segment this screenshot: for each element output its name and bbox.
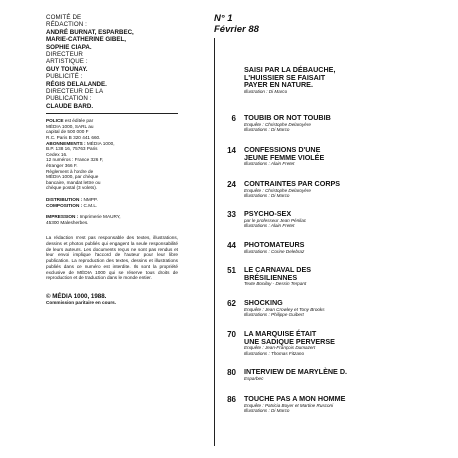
toc-credit: Enquête : Christophe Delaroyère <box>244 121 311 127</box>
toc-title-line: PSYCHO-SEX <box>244 209 292 218</box>
composition-value: C.M.L. <box>82 202 98 208</box>
comite-names-3: SOPHIE CIAPA. <box>46 43 92 51</box>
comite-label: COMITÉ DE <box>46 14 82 21</box>
publisher-line-5: MÉDIA 1000, <box>85 140 115 146</box>
toc-page-number: 51 <box>227 266 236 275</box>
toc-title-line: LA MARQUISE ÉTAIT <box>244 329 317 338</box>
police-label: POLICE <box>46 118 64 124</box>
publicite-name: RÉGIS DELALANDE. <box>46 80 107 88</box>
directeur-artistique-label: DIRECTEUR <box>46 51 83 59</box>
toc-credit: Enquête : Jean Crowley et Tony Brooks <box>244 306 325 312</box>
toc-credit: par le professeur Jean Pénilac <box>244 217 307 223</box>
impression-value: Imprimerie MAURY, <box>78 214 121 220</box>
toc-page-number: 14 <box>227 146 236 155</box>
toc-page-number: 44 <box>227 241 236 250</box>
directeur-artistique-name: GUY TOUNAY. <box>46 65 88 73</box>
toc-credit: Enquête : Patricia Boyer et Martine Rusconi <box>244 402 334 408</box>
toc-title-line: CONTRAINTES PAR CORPS <box>244 179 341 188</box>
publisher-line-11: MÉDIA 1000, par chèque <box>46 174 99 180</box>
toc-title-line: LE CARNAVAL DES <box>244 265 312 274</box>
toc-credit: Illustrations : Alain Fretet <box>244 161 295 167</box>
publisher-line-4: R.C. Paris B 320 441 660. <box>46 135 101 141</box>
masthead-column <box>46 14 196 305</box>
publisher-line-2: MÉDIA 1000, SARL au <box>46 123 94 129</box>
directeur-publication-label-2: PUBLICATION : <box>46 95 92 103</box>
toc-title-line: JEUNE FEMME VIOLÉE <box>244 152 325 162</box>
toc-credit: Illustration : Di Marco <box>244 88 288 94</box>
toc-credit: Illustrations : Thomas Fitzano <box>244 350 304 356</box>
comite-names-1: ANDRÉ BURNAT, ESPARBEC, <box>46 28 134 36</box>
toc-title-line: INTERVIEW DE MARYLÈNE D. <box>244 367 348 376</box>
toc-credit: Illustrations : Corine Delebraz <box>244 248 305 254</box>
toc-page-number: 70 <box>227 330 236 339</box>
abonnements-label: ABONNEMENTS : <box>46 140 86 146</box>
directeur-publication-label: DIRECTEUR DE LA <box>46 88 104 96</box>
impression-line-2: 45300 Malesherbes. <box>46 219 89 225</box>
toc-credit: Illustrations : Philippe Guibert <box>244 312 304 318</box>
toc-page-number: 24 <box>227 180 236 189</box>
impression-info <box>46 214 196 225</box>
toc-title-line: CONFESSIONS D'UNE <box>244 145 321 154</box>
toc-page-number: 6 <box>231 114 236 123</box>
toc-credit: Enquête : Jean-François Dumazert <box>244 345 316 351</box>
divider <box>46 113 178 114</box>
distribution-label: DISTRIBUTION : <box>46 197 83 202</box>
toc-page-number: 62 <box>227 299 236 308</box>
toc-title-line: PHOTOMATEURS <box>244 240 305 249</box>
directeur-artistique-label-2: ARTISTIQUE : <box>46 58 88 66</box>
issue-header <box>214 14 444 35</box>
toc-credit: Illustrations : Alain Fretet <box>244 223 295 229</box>
toc-title-line: SAISI PAR LA DÉBAUCHE, <box>244 65 336 74</box>
toc-title-line: SHOCKING <box>244 298 283 307</box>
publisher-line-1: est éditée par <box>63 118 94 124</box>
toc-credit: Esparbec <box>244 375 264 381</box>
toc-page-number: 86 <box>227 395 236 404</box>
distribution-info <box>46 197 196 208</box>
toc-credit: Illustrations : Di Marco <box>244 193 290 199</box>
publisher-line-13: chèque postal (3 volets). <box>46 185 98 191</box>
toc-title-line: L'HUISSIER SE FAISAIT <box>244 72 326 82</box>
commission-paritaire: Commission paritaire en cours. <box>46 300 117 305</box>
toc-title-line: TOUCHE PAS A MON HOMME <box>244 394 346 403</box>
publisher-line-10: Règlement à l'ordre de <box>46 168 94 174</box>
toc-title-line: UNE SADIQUE PERVERSE <box>244 336 335 346</box>
comite-names-2: MARIE-CATHERINE GIBEL, <box>46 36 126 44</box>
toc-title-line: BRÉSILIENNES <box>244 272 298 282</box>
publisher-line-12: bancaire, mandat lettre ou <box>46 179 101 185</box>
publisher-line-6: B.P. 138 16, 75763 Paris <box>46 146 98 152</box>
publicite-label: PUBLICITÉ : <box>46 73 83 81</box>
composition-label: COMPOSITION : <box>46 202 83 208</box>
issue-date: Février 88 <box>214 23 259 35</box>
toc-credit: Illustrations : Di Marco <box>244 408 290 414</box>
directeur-publication-name: CLAUDE BARD. <box>46 102 94 110</box>
distribution-value: NMPP. <box>82 197 98 202</box>
toc-page-number: 80 <box>227 368 236 377</box>
publisher-line-3: capital de 500 000 F <box>46 129 89 135</box>
publisher-line-8: 12 numéros : France 326 F, <box>46 157 104 163</box>
toc-title-line: PAYER EN NATURE. <box>244 80 313 90</box>
toc-credit: Enquête : Christophe Delaroyère <box>244 187 311 193</box>
toc-credit: Texte Bonilay - Dessin Terpant <box>244 281 307 287</box>
impression-label: IMPRESSION : <box>46 214 79 220</box>
disclaimer-text: La rédaction n'est pas responsable des textes, illustrations, dessins et photos publiés qui engagent la seule responsabilité de leurs auteurs. Les documents reçus ne sont pas rendus et leur envoi implique l'accord de l'auteur pour leur libre publication. La reproduction des textes, dessins et illustrations publiés dans ce numéro est interdite. Ils sont la propriété exclusive de MÉDIA 1000 qui se réserve tous droits de reproduction et de traduction dans le monde entier. <box>46 235 178 281</box>
publisher-info <box>46 118 196 191</box>
staff-list <box>46 14 196 110</box>
toc-title-line: TOUBIB OR NOT TOUBIB <box>244 113 331 122</box>
comite-label-2: RÉDACTION : <box>46 21 87 29</box>
toc-credit: Illustrations : Di Marco <box>244 127 290 133</box>
toc-page-number: 33 <box>227 210 236 219</box>
issue-number: N° 1 <box>214 13 233 24</box>
publisher-line-9: étranger 366 F. <box>46 163 78 169</box>
publisher-line-7: Cedex 16. <box>46 151 68 157</box>
copyright: © MÉDIA 1000, 1988. <box>46 293 107 300</box>
